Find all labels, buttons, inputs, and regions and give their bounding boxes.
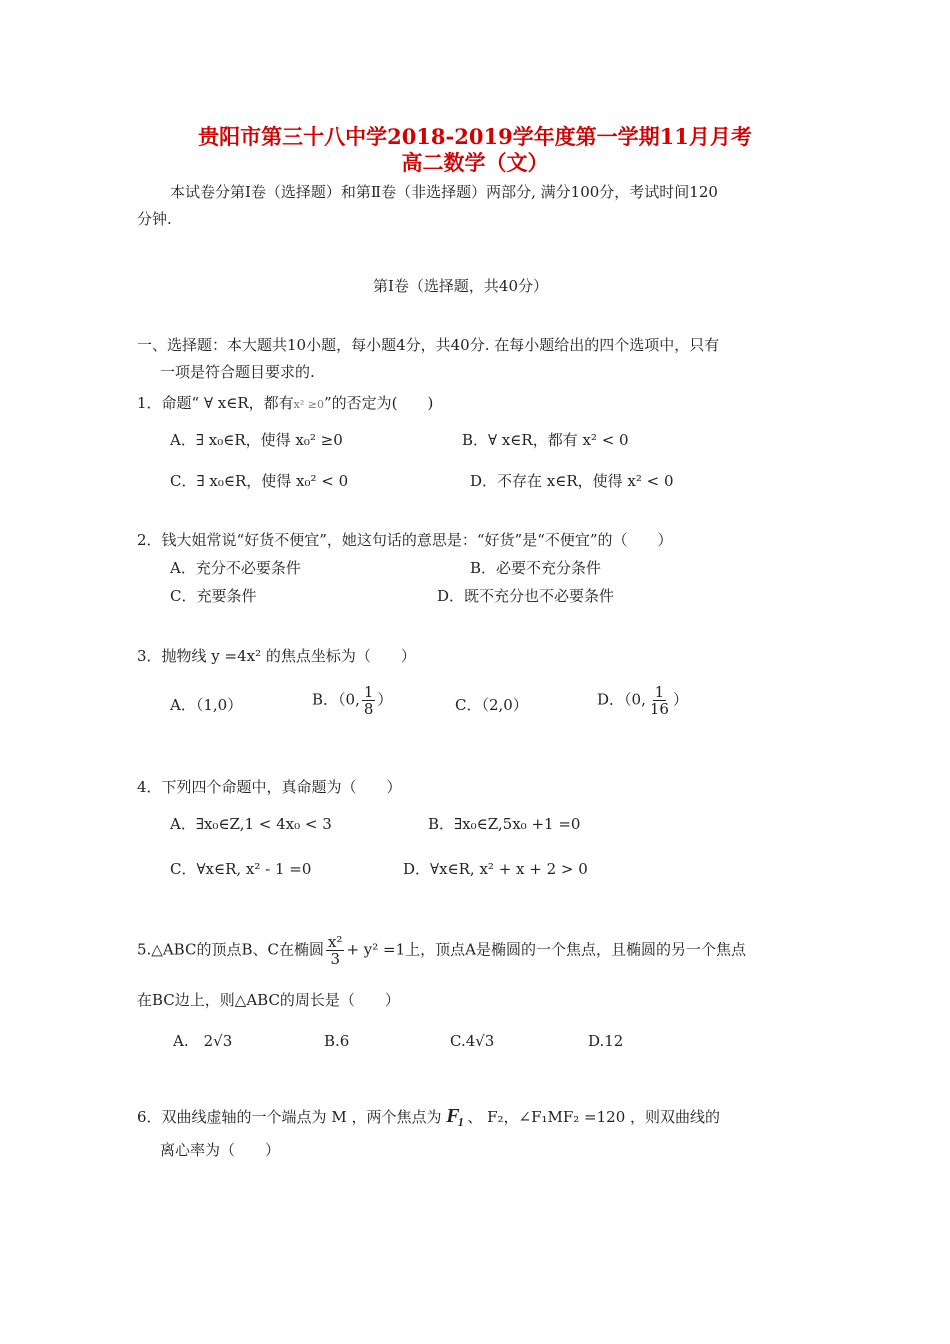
q3-d-numerator: 1 xyxy=(654,683,665,701)
q6-stem-line-2: 离心率为（ ） xyxy=(160,1141,281,1159)
q5-ellipse-fraction xyxy=(326,934,344,967)
q3-option-b xyxy=(312,684,392,717)
q2-option-b: B．必要不充分条件 xyxy=(470,559,602,577)
q5-option-c: C.4√3 xyxy=(450,1032,495,1050)
q4-option-b: B．∃x₀∈Z,5x₀ +1 =0 xyxy=(428,815,581,833)
intro-line-1: 本试卷分第Ⅰ卷（选择题）和第Ⅱ卷（非选择题）两部分, 满分100分，考试时间120 xyxy=(170,183,718,201)
q6-f1-glyph: F₁ xyxy=(446,1105,463,1127)
q3-option-b-prefix: B．（0, xyxy=(312,690,360,709)
q6-stem-part-b: 、 F₂，∠F₁MF₂ =120 ，则双曲线的 xyxy=(467,1108,721,1126)
q6-stem xyxy=(137,1106,720,1127)
q6-stem-part-a: 6．双曲线虚轴的一个端点为 M ，两个焦点为 xyxy=(137,1108,442,1126)
q5-option-a: A. 2√3 xyxy=(173,1032,233,1050)
q5-stem-part-a: 5.△ABC的顶点B、C在椭圆 xyxy=(137,940,324,959)
part1-heading: 第Ⅰ卷（选择题，共40分） xyxy=(373,277,549,295)
q3-option-c: C．（2,0） xyxy=(455,696,528,714)
q3-b-numerator: 1 xyxy=(363,683,374,701)
q1-stem-part-a: 1．命题“ ∀ x∈R，都有 xyxy=(137,394,294,412)
q5-fraction-numerator: x² xyxy=(327,933,343,951)
q5-stem-part-b: + y² =1上，顶点A是椭圆的一个焦点，且椭圆的另一个焦点 xyxy=(346,940,746,959)
title-line-1: 贵阳市第三十八中学2018-2019学年度第一学期11月月考 xyxy=(198,124,752,149)
q5-option-b: B.6 xyxy=(324,1032,350,1050)
q5-option-d: D.12 xyxy=(588,1032,624,1050)
q4-stem: 4．下列四个命题中，真命题为（ ） xyxy=(137,778,402,796)
title-line-2: 高二数学（文） xyxy=(401,150,549,175)
q1-option-b: B．∀ x∈R，都有 x² < 0 xyxy=(462,431,629,449)
section1-line-1: 一、选择题：本大题共10小题，每小题4分，共40分. 在每小题给出的四个选项中，只有 xyxy=(137,336,720,354)
q1-option-d: D．不存在 x∈R，使得 x² < 0 xyxy=(470,472,674,490)
q3-option-d-suffix: ） xyxy=(672,690,688,709)
q5-stem xyxy=(137,934,746,967)
q3-option-d-fraction xyxy=(648,684,671,717)
q3-option-b-fraction xyxy=(362,684,376,717)
q1-option-c: C．∃ x₀∈R，使得 x₀² < 0 xyxy=(170,472,349,490)
q2-option-a: A．充分不必要条件 xyxy=(170,559,301,577)
q4-option-d: D．∀x∈R, x² + x + 2 > 0 xyxy=(403,860,588,878)
q4-option-c: C．∀x∈R, x² - 1 =0 xyxy=(170,860,312,878)
q3-stem: 3．抛物线 y =4x² 的焦点坐标为（ ） xyxy=(137,647,416,665)
q2-option-d: D．既不充分也不必要条件 xyxy=(437,587,615,605)
q5-stem-line-2: 在BC边上，则△ABC的周长是（ ） xyxy=(137,991,400,1009)
q3-option-d xyxy=(597,684,688,717)
q3-b-denominator: 8 xyxy=(363,700,374,718)
intro-line-2: 分钟. xyxy=(137,210,172,228)
q3-option-a: A．（1,0） xyxy=(170,696,243,714)
q2-stem: 2．钱大姐常说“好货不便宜”，她这句话的意思是：“好货”是“不便宜”的（ ） xyxy=(137,531,673,549)
q2-option-c: C．充要条件 xyxy=(170,587,257,605)
q1-inline-formula: x² ≥0 xyxy=(293,398,324,411)
section1-line-2: 一项是符合题目要求的. xyxy=(160,363,315,381)
q1-stem-part-b: ”的否定为( ) xyxy=(324,394,434,412)
q4-option-a: A．∃x₀∈Z,1 < 4x₀ < 3 xyxy=(170,815,332,833)
q1-stem xyxy=(137,393,433,415)
q3-option-d-prefix: D．（0, xyxy=(597,690,646,709)
q1-option-a: A．∃ x₀∈R，使得 x₀² ≥0 xyxy=(170,431,343,449)
q3-d-denominator: 16 xyxy=(649,700,669,718)
q3-option-b-suffix: ） xyxy=(377,690,393,709)
q5-fraction-denominator: 3 xyxy=(330,950,340,968)
